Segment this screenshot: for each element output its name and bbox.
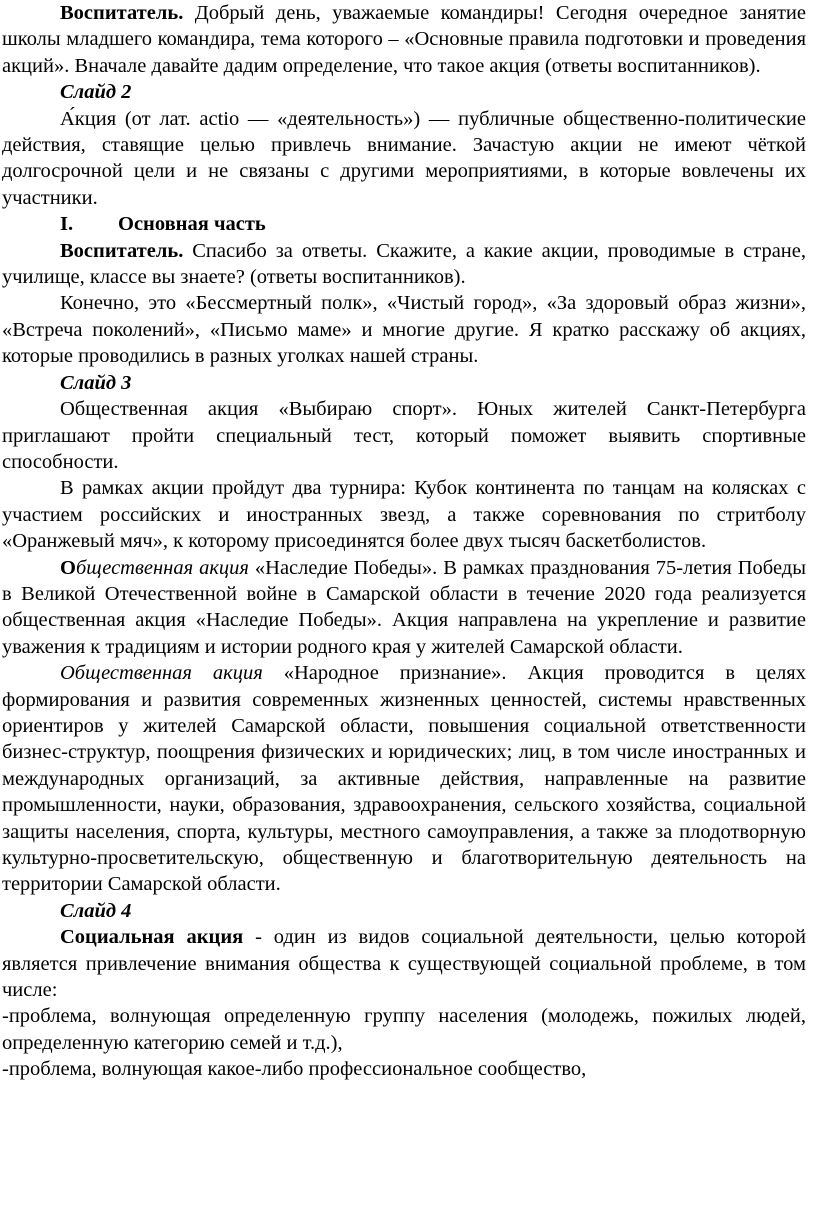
social-action-definition: - один из видов социальной деятельности, целью которой является привлечение внимания общества к существующей социальной проблеме, в том числе: bbox=[2, 926, 806, 1002]
slide-4-label: Слайд 4 bbox=[60, 899, 132, 922]
recognition-paragraph bbox=[2, 660, 806, 898]
speaker-label: Воспитатель. bbox=[60, 2, 184, 24]
recognition-italic: Общественная акция bbox=[60, 662, 263, 685]
question-text: Спасибо за ответы. Скажите, а какие акции, проводимые в стране, училище, классе вы знаете? (ответы воспитанников). bbox=[2, 239, 806, 289]
heritage-initial: О bbox=[60, 556, 76, 579]
list-item: -проблема, волнующая определенную группу населения (молодежь, пожилых людей, определенную категорию семей и т.д.), bbox=[2, 1005, 806, 1054]
slide-3-label: Слайд 3 bbox=[60, 371, 132, 394]
recognition-text: «Народное признание». Акция проводится в целях формирования и развития современных жизненных ценностей, системы нравственных ориентиров у жителей Самарской области, повышения социальной ответственности бизнес-структур, поощрения физических и юридических; лиц, в том числе иностранных и международных организаций, за активные действия, направленные на развитие промышленности, науки, образования, здравоохранения, сельского хозяйства, социальной защиты населения, спорта, культуры, местного самоуправления, а также за плодотворную культурно-просветительскую, общественную и благотворительную деятельность на территории Самарской области. bbox=[2, 662, 806, 896]
heritage-italic: бщественная акция bbox=[75, 556, 249, 579]
section-number: I. bbox=[60, 213, 74, 236]
social-action-paragraph bbox=[2, 924, 806, 1003]
list-item: -проблема, волнующая какое-либо профессиональное сообщество, bbox=[2, 1058, 587, 1081]
slide-2-label: Слайд 2 bbox=[60, 81, 132, 104]
section-title: Основная часть bbox=[118, 213, 266, 236]
intro-text: Добрый день, уважаемые командиры! Сегодня очередное занятие школы младшего командира, тема которого – «Основные правила подготовки и проведения акций». Вначале давайте дадим определение, что такое акция (ответы воспитанников). bbox=[2, 2, 806, 77]
heritage-paragraph bbox=[2, 555, 806, 661]
question-paragraph bbox=[2, 238, 806, 291]
speaker-label: Воспитатель. bbox=[60, 239, 184, 262]
social-action-term: Социальная акция bbox=[60, 926, 244, 949]
tournaments-paragraph: В рамках акции пройдут два турнира: Кубок континента по танцам на колясках с участием российских и иностранных звезд, а также соревнования по стритболу «Оранжевый мяч», к которому присоединятся более двух тысяч баскетболистов. bbox=[2, 477, 806, 553]
heritage-text: «Наследие Победы». В рамках празднования 75-летия Победы в Великой Отечественной войне в Самарской области в течение 2020 года реализуется общественная акция «Наследие Победы». Акция направлена на укрепление и развитие уважения к традициям и истории родного края у жителей Самарской области. bbox=[2, 556, 806, 658]
examples-paragraph: Конечно, это «Бессмертный полк», «Чистый город», «За здоровый образ жизни», «Встреча поколений», «Письмо маме» и многие другие. Я кратко расскажу об акциях, которые проводились в разных уголках нашей страны. bbox=[2, 292, 806, 368]
action-definition: А́кция (от лат. actio — «деятельность») — публичные общественно-политические действия, ставящие целью привлечь внимание. Зачастую акции не имеют чёткой долгосрочной цели и не связаны с другими мероприятиями, в которые вовлечены их участники. bbox=[2, 107, 806, 209]
intro-paragraph bbox=[2, 0, 806, 79]
sport-paragraph: Общественная акция «Выбираю спорт». Юных жителей Санкт-Петербурга приглашают пройти специальный тест, который поможет выявить спортивные способности. bbox=[2, 398, 806, 473]
section-heading bbox=[2, 211, 806, 237]
